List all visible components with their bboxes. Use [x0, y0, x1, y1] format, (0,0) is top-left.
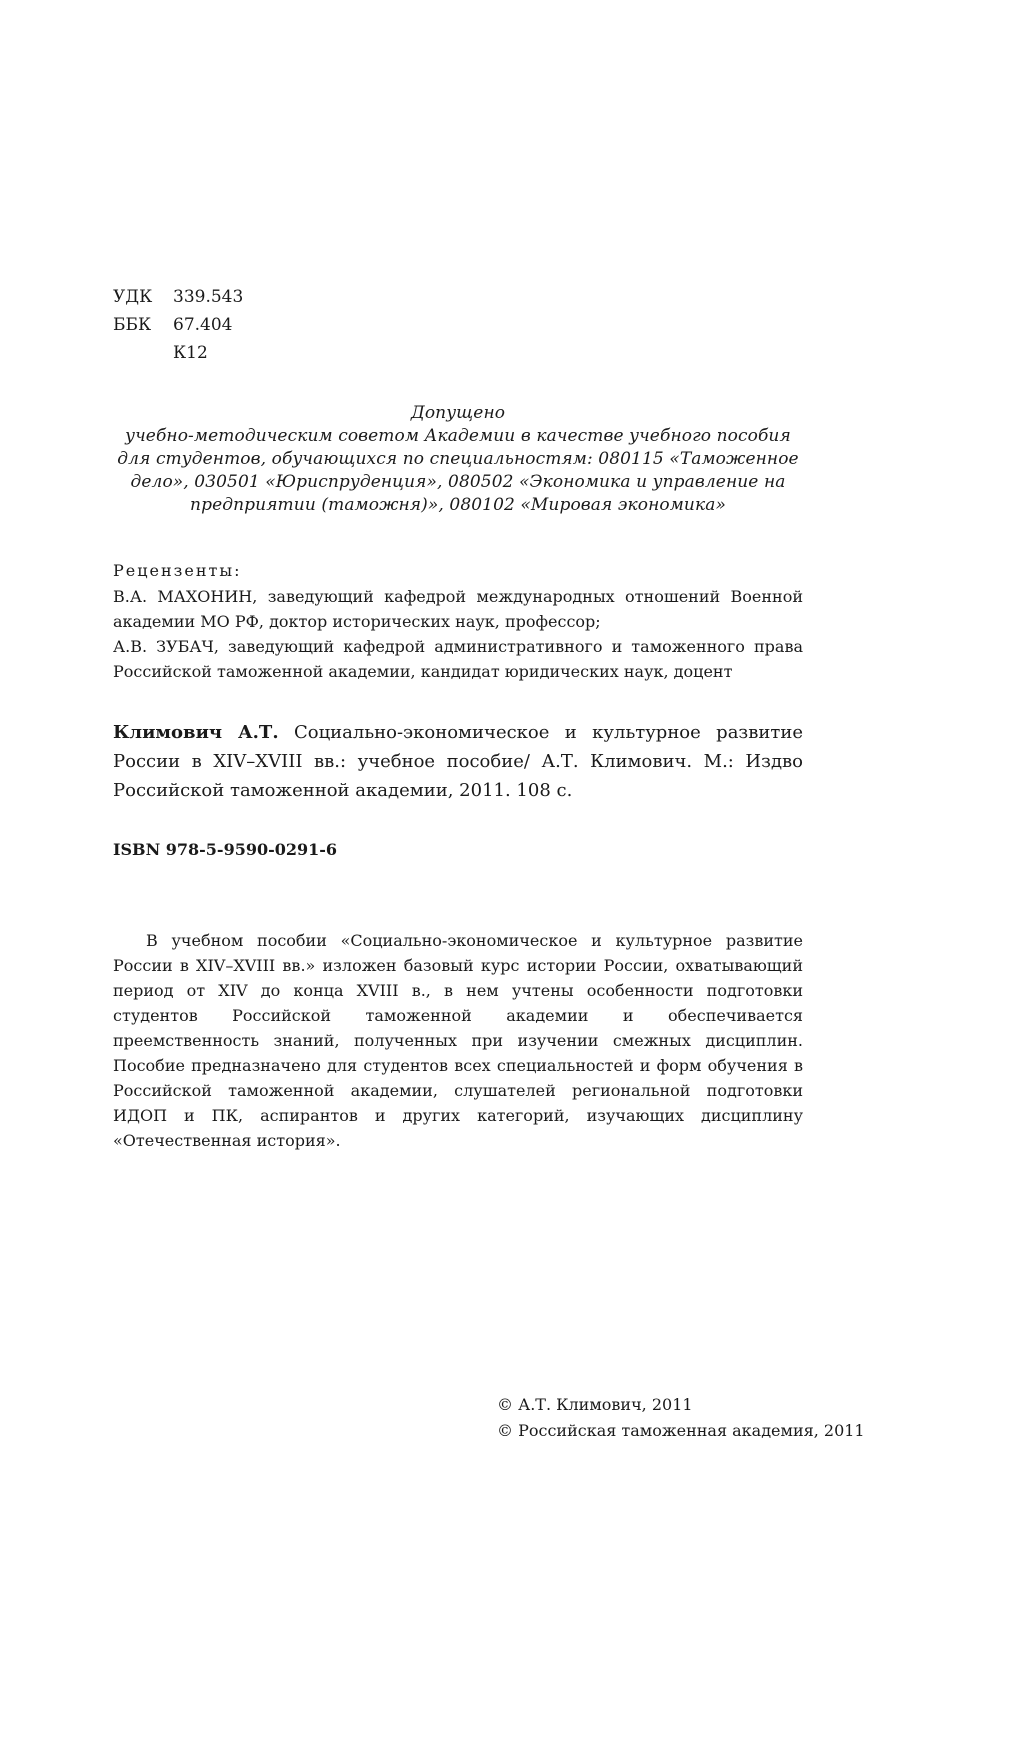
copyright-block	[497, 1392, 865, 1444]
udk-label: УДК	[113, 287, 153, 307]
classification-block	[113, 283, 243, 367]
approval-line: дело», 030501 «Юриспруденция», 080502 «Экономика и управление на	[130, 472, 786, 492]
citation-author: Климович А.Т.	[113, 722, 279, 743]
reviewers-heading: Рецензенты:	[113, 561, 242, 580]
udk-row	[113, 283, 243, 311]
bbk-row	[113, 311, 243, 339]
approval-line: Допущено	[410, 403, 506, 423]
bbk-label: ББК	[113, 315, 152, 335]
citation-text: Социально-экономическое и культурное развитие России в XIV–XVIII вв.: учебное пособие/ А.Т. Климович. М.: Издво Российской таможенной академии, 2011. 108 с.	[113, 722, 803, 801]
copyright-line: © Российская таможенная академия, 2011	[497, 1421, 865, 1440]
reviewer-item: В.А. МАХОНИН, заведующий кафедрой международных отношений Военной академии МО РФ, доктор исторических наук, профессор;	[113, 587, 803, 631]
reviewers-block	[113, 558, 803, 684]
copyright-line: © А.Т. Климович, 2011	[497, 1395, 693, 1414]
approval-line: учебно-методическим советом Академии в качестве учебного пособия	[125, 426, 791, 446]
approval-line: предприятии (таможня)», 080102 «Мировая экономика»	[190, 495, 726, 515]
approval-statement	[113, 402, 803, 517]
author-mark-row	[113, 339, 243, 367]
approval-line: для студентов, обучающихся по специальностям: 080115 «Таможенное	[117, 449, 799, 469]
annotation-paragraph: В учебном пособии «Социально-экономическое и культурное развитие России в XIV–XVIII вв.» изложен базовый курс истории России, охватывающий период от XIV до конца XVIII в., в нем учтены особенности подготовки студентов Российской таможенной академии и обеспечивается преемственность знаний, полученных при изучении смежных дисциплин. Пособие предназначено для студентов всех специальностей и форм обучения в Российской таможенной академии, слушателей региональной подготовки ИДОП и ПК, аспирантов и других категорий, изучающих дисциплину «Отечественная история».	[113, 931, 803, 1150]
bibliographic-citation	[113, 718, 803, 805]
author-mark: К12	[173, 343, 208, 363]
udk-value: 339.543	[173, 287, 244, 307]
reviewer-item: А.В. ЗУБАЧ, заведующий кафедрой административного и таможенного права Российской таможенной академии, кандидат юридических наук, доцент	[113, 637, 803, 681]
bbk-value: 67.404	[173, 315, 233, 335]
isbn: ISBN 978-5-9590-0291-6	[113, 840, 338, 859]
